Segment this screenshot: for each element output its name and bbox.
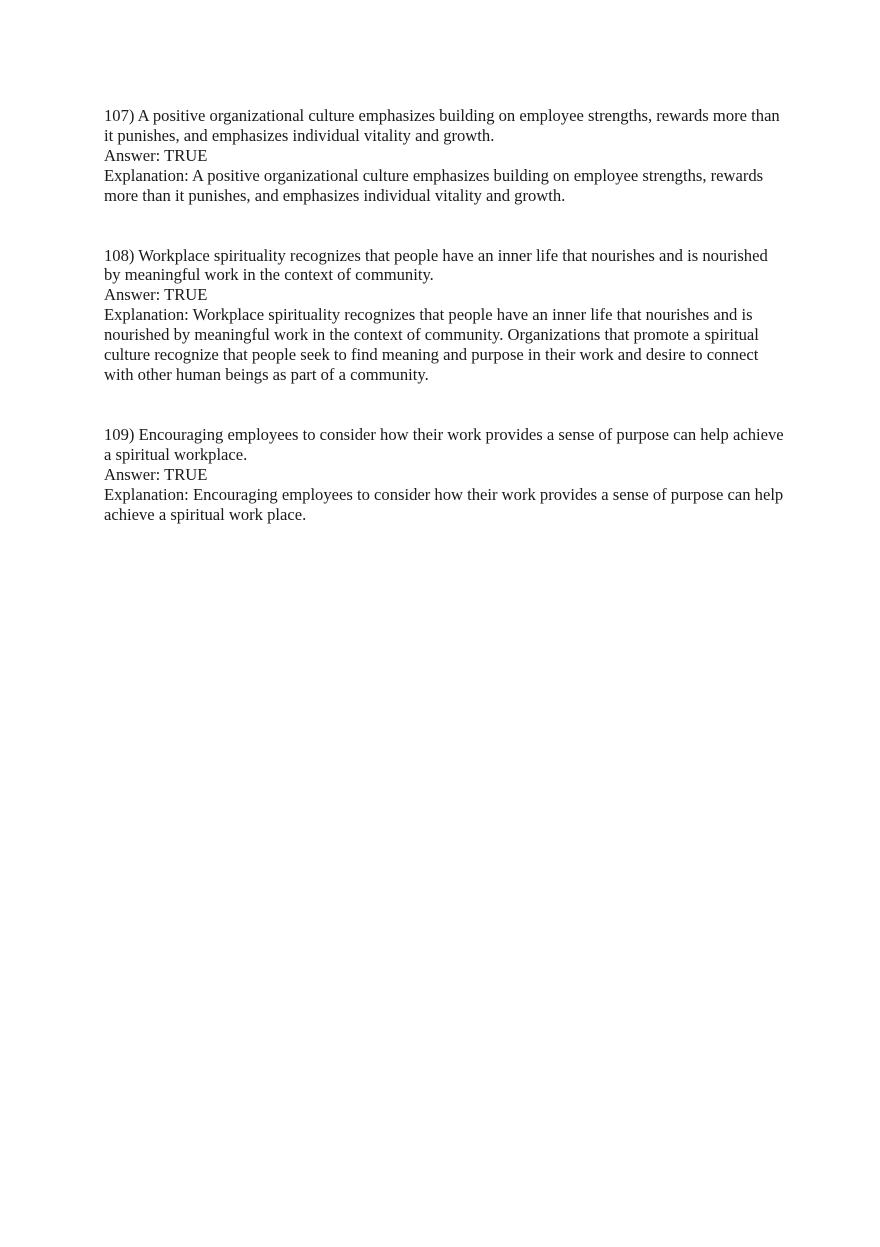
question-text: 107) A positive organizational culture emphasizes building on employee strengths, rewards more than it punishes, and emphasizes individual vitality and growth. xyxy=(104,106,780,145)
question-109 xyxy=(104,425,784,525)
explanation-text: Explanation: A positive organizational culture emphasizes building on employee strengths, rewards more than it punishes, and emphasizes individual vitality and growth. xyxy=(104,165,764,205)
question-text: 108) Workplace spirituality recognizes that people have an inner life that nourishes and is nourished by meaningful work in the context of community. xyxy=(104,245,768,285)
question-108 xyxy=(104,246,784,385)
answer-text: Answer: TRUE xyxy=(104,464,208,484)
question-107 xyxy=(104,106,784,206)
answer-text: Answer: TRUE xyxy=(104,285,208,305)
explanation-text: Explanation: Encouraging employees to consider how their work provides a sense of purpose can help achieve a spiritual work place. xyxy=(104,484,784,524)
document-page xyxy=(104,106,784,564)
answer-text: Answer: TRUE xyxy=(104,145,208,165)
question-text: 109) Encouraging employees to consider how their work provides a sense of purpose can help achieve a spiritual workplace. xyxy=(104,424,784,464)
explanation-text: Explanation: Workplace spirituality recognizes that people have an inner life that nourishes and is nourished by meaningful work in the context of community. Organizations that promote a spiritual culture recognize that people seek to find meaning and purpose in their work and desire to connect with other human beings as part of a community. xyxy=(104,305,759,384)
